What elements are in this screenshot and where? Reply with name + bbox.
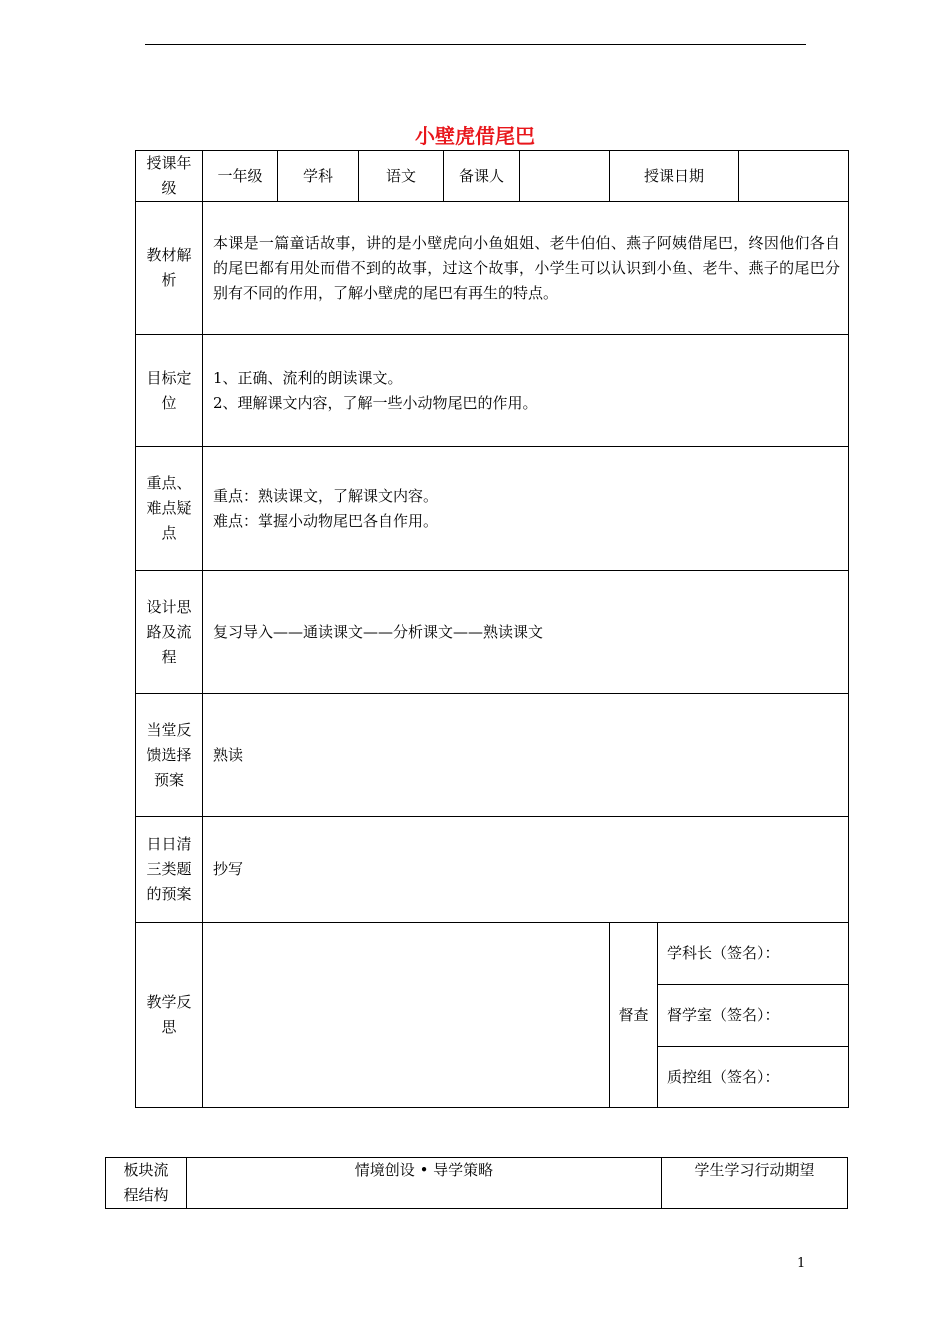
section-label: 目标定位	[136, 335, 203, 447]
section-label: 当堂反馈选择预案	[136, 694, 203, 817]
grade-label: 授课年级	[136, 151, 203, 202]
section-row	[136, 694, 849, 817]
section-content	[203, 447, 849, 571]
header-row	[136, 151, 849, 202]
reflection-row	[136, 923, 849, 985]
section-row	[136, 447, 849, 571]
lesson-plan-table	[135, 150, 849, 1108]
section-label: 日日清三类题的预案	[136, 817, 203, 923]
content-line: 重点：熟读课文，了解课文内容。	[213, 486, 439, 505]
section-content: 抄写	[203, 817, 849, 923]
subject-label: 学科	[278, 151, 359, 202]
expectation-label: 学生学习行动期望	[662, 1158, 848, 1209]
section-content: 熟读	[203, 694, 849, 817]
section-content: 复习导入——通读课文——分析课文——熟读课文	[203, 571, 849, 694]
reflection-label: 教学反思	[136, 923, 203, 1108]
section-row	[136, 335, 849, 447]
content-line: 2、理解课文内容，了解一些小动物尾巴的作用。	[213, 393, 538, 412]
signature-line: 督学室（签名）：	[658, 985, 849, 1047]
section-label: 设计思路及流程	[136, 571, 203, 694]
flow-header-row	[106, 1158, 848, 1209]
signature-line: 学科长（签名）：	[658, 923, 849, 985]
lesson-title: 小壁虎借尾巴	[415, 124, 535, 148]
subject-value: 语文	[359, 151, 444, 202]
section-row	[136, 817, 849, 923]
preparer-label: 备课人	[444, 151, 520, 202]
section-content	[203, 335, 849, 447]
grade-value: 一年级	[203, 151, 278, 202]
section-label: 教材解析	[136, 202, 203, 335]
section-label: 重点、难点疑点	[136, 447, 203, 571]
section-row	[136, 571, 849, 694]
preparer-value	[520, 151, 610, 202]
flow-structure-table	[105, 1157, 848, 1209]
page-number: 1	[797, 1256, 806, 1271]
signature-line: 质控组（签名）：	[658, 1047, 849, 1108]
section-content: 本课是一篇童话故事，讲的是小壁虎向小鱼姐姐、老牛伯伯、燕子阿姨借尾巴，终因他们各自的尾巴都有用处而借不到的故事，过这个故事，小学生可以认识到小鱼、老牛、燕子的尾巴分别有不同的作用，了解小壁虎的尾巴有再生的特点。	[203, 202, 849, 335]
content-line: 难点：掌握小动物尾巴各自作用。	[213, 511, 439, 530]
reflection-content	[203, 923, 610, 1108]
date-label: 授课日期	[610, 151, 739, 202]
date-value	[739, 151, 849, 202]
section-row	[136, 202, 849, 335]
supervise-label: 督查	[610, 923, 658, 1108]
content-line: 1、正确、流利的朗读课文。	[213, 368, 403, 387]
flow-structure-label: 板块流程结构	[106, 1158, 187, 1209]
strategy-label: 情境创设 • 导学策略	[187, 1158, 662, 1209]
header-rule	[145, 44, 806, 45]
